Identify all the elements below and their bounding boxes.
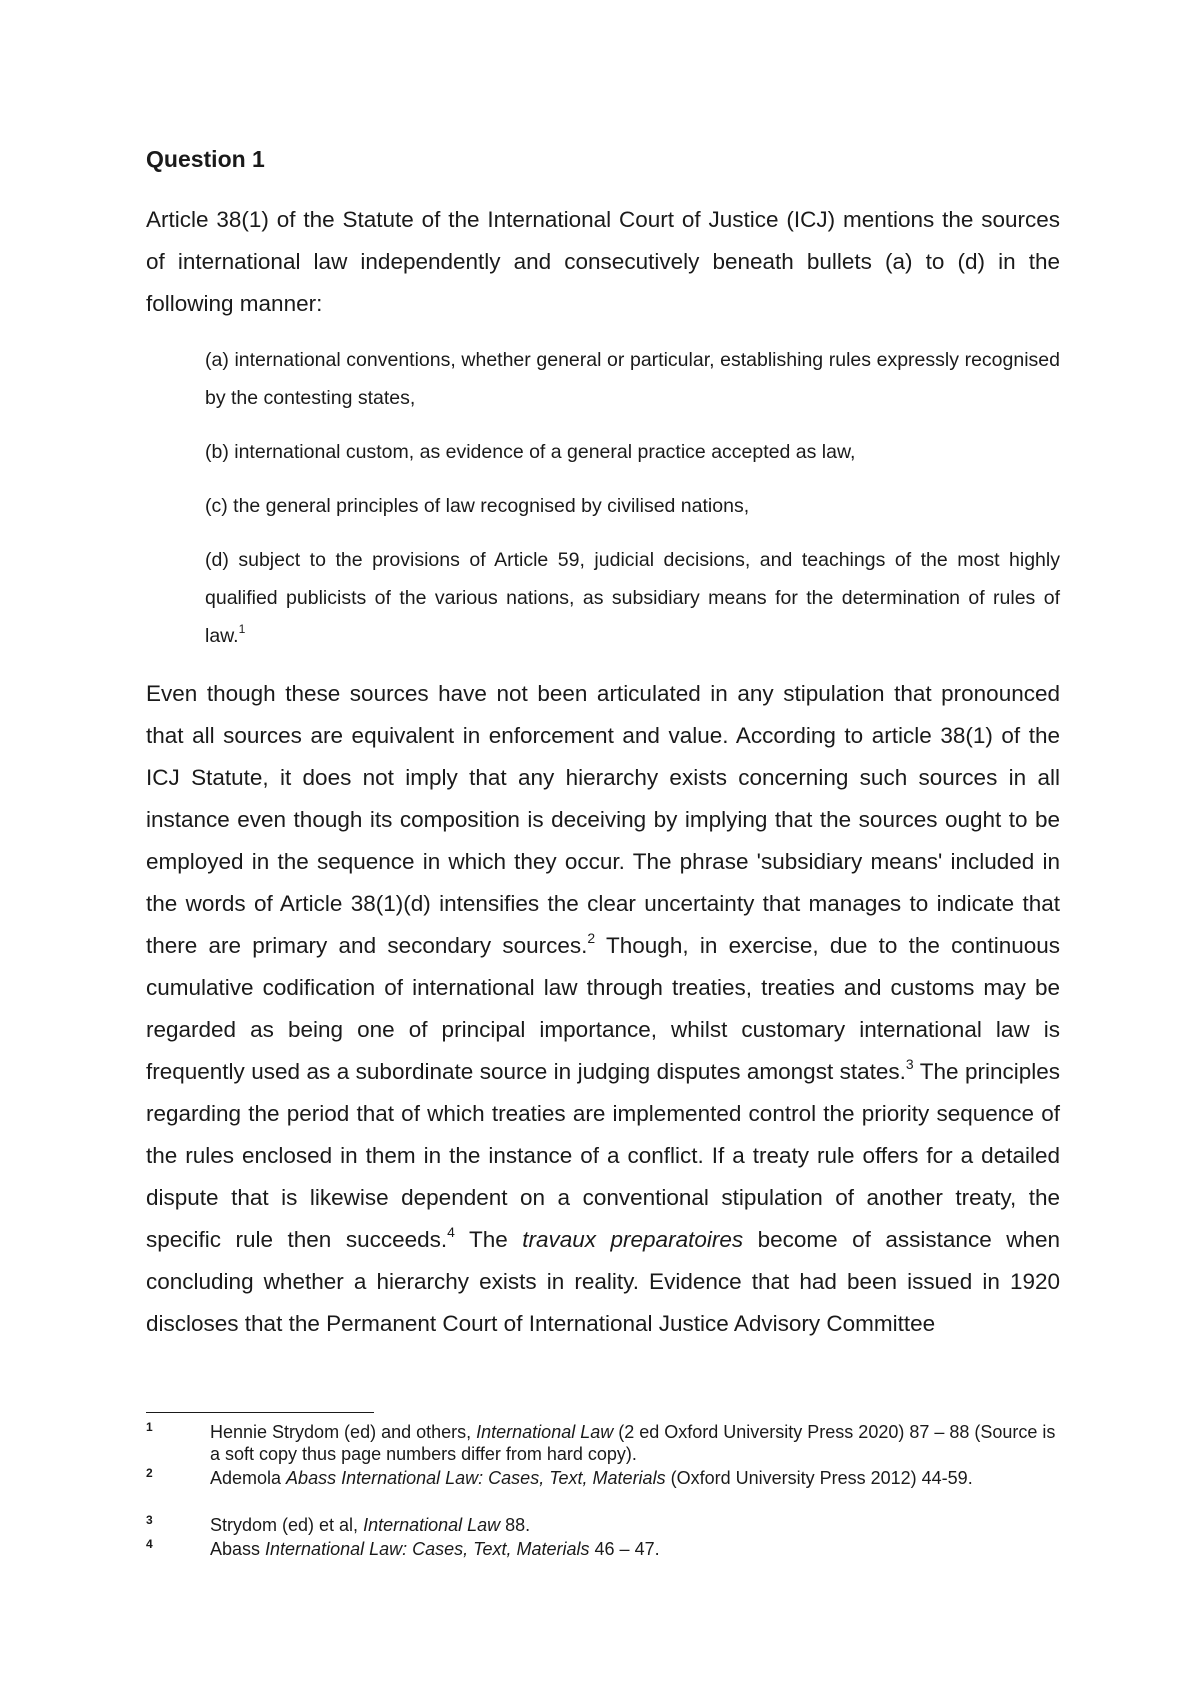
footnote-ref-2[interactable]: 2 (587, 930, 596, 947)
footnote-number: 4 (146, 1537, 153, 1551)
quote-item-a: (a) international conventions, whether general or particular, establishing rules expressly recognised by the contesting states, (205, 349, 1060, 409)
footnote-text-pre: Strydom (ed) et al, (210, 1515, 364, 1535)
footnote-title: International Law (476, 1422, 614, 1442)
footnote-text-pre: Hennie Strydom (ed) and others, (210, 1422, 477, 1442)
body-paragraph (146, 673, 1060, 1345)
footnote-text-post: (2 ed Oxford University Press 2020) 87 – 88 (Source is a soft copy thus page numbers differ from hard copy). (210, 1422, 1056, 1464)
footnote-4 (146, 1538, 1060, 1560)
footnote-text-post: (Oxford University Press 2012) 44-59. (665, 1468, 973, 1488)
footnote-ref-3[interactable]: 3 (905, 1056, 914, 1073)
footnote-title: International Law (363, 1515, 501, 1535)
body-text-4b: become of assistance when concluding whether a hierarchy exists in reality. Evidence that had been issued in 1920 discloses that the Permanent Court of International Justice Advisory Committee (146, 1227, 1060, 1336)
footnote-2 (146, 1467, 1060, 1489)
footnote-number: 3 (146, 1513, 153, 1527)
quote-item-c: (c) the general principles of law recognised by civilised nations, (205, 495, 750, 517)
body-text-1: Even though these sources have not been articulated in any stipulation that pronounced that all sources are equivalent in enforcement and value. According to article 38(1) of the ICJ Statute, it does not imply that any hierarchy exists concerning such sources in all instance even though its composition is deceiving by implying that the sources ought to be employed in the sequence in which they occur. The phrase 'subsidiary means' included in the words of Article 38(1)(d) intensifies the clear uncertainty that manages to indicate that there are primary and secondary sources. (146, 681, 1060, 958)
quote-item-d (205, 541, 1060, 655)
footnote-title: International Law: Cases, Text, Materials (265, 1539, 590, 1559)
footnote-text (210, 1514, 1060, 1536)
footnote-ref-4[interactable]: 4 (447, 1224, 455, 1241)
footnote-text-post: 88. (500, 1515, 531, 1535)
footnote-text-pre: Ademola (210, 1468, 287, 1488)
footnote-text (210, 1421, 1060, 1465)
footnote-title: Abass International Law: Cases, Text, Materials (286, 1468, 666, 1488)
footnote-number: 1 (146, 1420, 153, 1434)
footnote-text-post: 46 – 47. (589, 1539, 660, 1559)
intro-paragraph: Article 38(1) of the Statute of the International Court of Justice (ICJ) mentions the sources of international law independently and consecutively beneath bullets (a) to (d) in the following manner: (146, 207, 1060, 316)
footnote-text-pre: Abass (210, 1539, 266, 1559)
body-text-italic: travaux preparatoires (522, 1227, 744, 1252)
footnote-separator (146, 1412, 374, 1413)
footnote-3 (146, 1514, 1060, 1536)
body-text-4a: The (454, 1227, 523, 1252)
quote-item-d-text: (d) subject to the provisions of Article 59, judicial decisions, and teachings of the most highly qualified publicists of the various nations, as subsidiary means for the determination of rules of law. (205, 549, 1060, 647)
footnote-1 (146, 1421, 1060, 1465)
body-text-2: Though, in exercise, due to the continuous cumulative codification of international law through treaties, treaties and customs may be regarded as being one of principal importance, whilst customary international law is frequently used as a subordinate source in judging disputes amongst states. (146, 933, 1061, 1084)
footnote-text (210, 1467, 1060, 1489)
footnote-number: 2 (146, 1466, 153, 1480)
quote-item-b: (b) international custom, as evidence of a general practice accepted as law, (205, 441, 856, 463)
footnote-text (210, 1538, 1060, 1560)
footnote-ref-1[interactable]: 1 (238, 622, 246, 637)
question-heading: Question 1 (146, 146, 265, 172)
body-text-3: The principles regarding the period that of which treaties are implemented control the priority sequence of the rules enclosed in them in the instance of a conflict. If a treaty rule offers for a detailed dispute that is likewise dependent on a conventional stipulation of another treaty, the specific rule then succeeds. (146, 1059, 1060, 1252)
